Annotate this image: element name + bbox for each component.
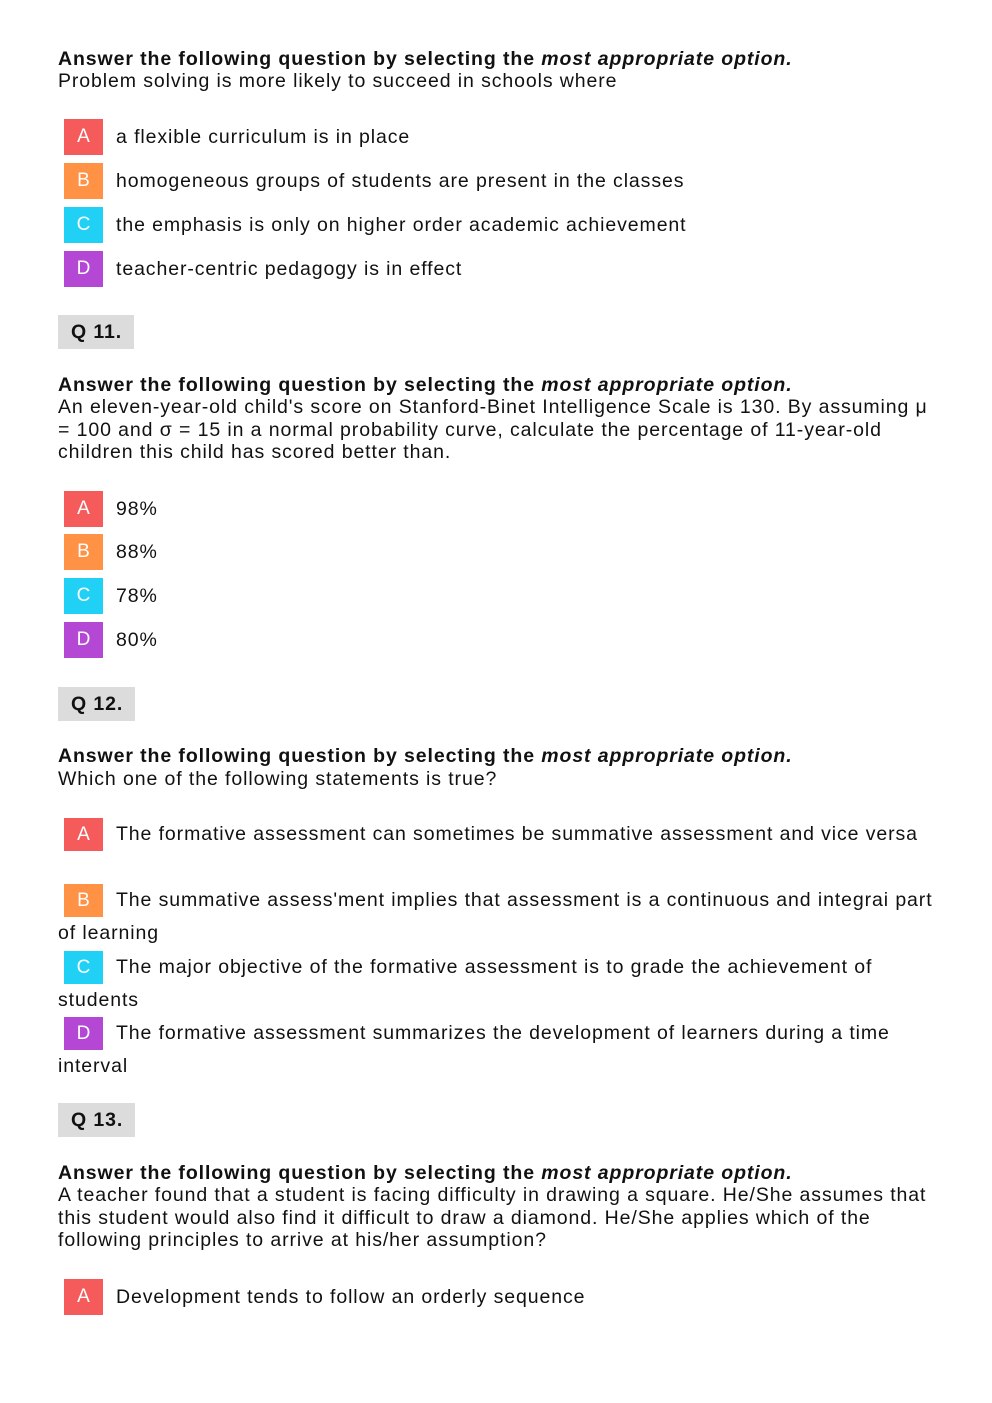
- question-text-q12: Which one of the following statements is true?: [58, 768, 498, 790]
- option-text: 98%: [116, 498, 158, 520]
- option-text: The summative assess'ment implies that assessment is a continuous and integrai part of learning: [58, 889, 933, 944]
- question-text-q13: A teacher found that a student is facing difficulty in drawing a square. He/She assumes that this student would also find it difficult to draw a diamond. He/She applies which of the following principles to arrive at his/her assumption?: [58, 1184, 927, 1251]
- option-letter-badge: D: [64, 622, 103, 658]
- option-q11-c[interactable]: [58, 578, 938, 614]
- option-text: Development tends to follow an orderly sequence: [116, 1286, 586, 1308]
- option-letter-badge: C: [64, 578, 103, 614]
- question-text-q11: An eleven-year-old child's score on Stanford-Binet Intelligence Scale is 130. By assuming μ = 100 and σ = 15 in a normal probability curve, calculate the percentage of 11-year-old children this child has scored better than.: [58, 396, 928, 463]
- option-letter-badge: A: [64, 818, 103, 851]
- option-q10-b[interactable]: [58, 163, 938, 199]
- option-text: homogeneous groups of students are present in the classes: [116, 170, 685, 192]
- option-letter-badge: A: [64, 119, 103, 155]
- instruction-q10: Answer the following question by selecting the most appropriate option.: [58, 48, 793, 70]
- option-text: The formative assessment can sometimes be summative assessment and vice versa: [116, 823, 918, 845]
- option-text: 80%: [116, 629, 158, 651]
- option-letter-badge: D: [64, 1017, 103, 1050]
- option-text: 78%: [116, 585, 158, 607]
- question-text-q10: Problem solving is more likely to succeed in schools where: [58, 70, 618, 92]
- option-q12-c[interactable]: [58, 951, 938, 1017]
- option-q12-d[interactable]: [58, 1017, 938, 1083]
- option-text: a flexible curriculum is in place: [116, 126, 411, 148]
- option-letter-badge: B: [64, 884, 103, 917]
- option-letter-badge: D: [64, 251, 103, 287]
- option-text: The formative assessment summarizes the development of learners during a time interval: [58, 1022, 890, 1077]
- option-text: 88%: [116, 541, 158, 563]
- option-letter-badge: B: [64, 163, 103, 199]
- option-q10-c[interactable]: [58, 207, 938, 243]
- option-letter-badge: C: [64, 207, 103, 243]
- option-q10-d[interactable]: [58, 251, 938, 287]
- option-letter-badge: B: [64, 534, 103, 570]
- option-text: teacher-centric pedagogy is in effect: [116, 258, 463, 280]
- option-text: the emphasis is only on higher order academic achievement: [116, 214, 687, 236]
- option-q11-b[interactable]: [58, 534, 938, 570]
- option-q11-d[interactable]: [58, 622, 938, 658]
- option-q11-a[interactable]: [58, 491, 938, 527]
- option-q12-b[interactable]: [58, 884, 938, 950]
- option-letter-badge: A: [64, 1279, 103, 1315]
- instruction-q11: Answer the following question by selecting the most appropriate option.: [58, 374, 793, 396]
- option-text: The major objective of the formative assessment is to grade the achievement of students: [58, 956, 873, 1011]
- option-q10-a[interactable]: [58, 119, 938, 155]
- question-label-q13: Q 13.: [58, 1103, 135, 1137]
- option-q13-a[interactable]: [58, 1279, 938, 1315]
- instruction-q13: Answer the following question by selecting the most appropriate option.: [58, 1162, 793, 1184]
- option-letter-badge: C: [64, 951, 103, 984]
- option-q12-a[interactable]: [58, 818, 938, 851]
- question-label-q11: Q 11.: [58, 315, 134, 349]
- option-letter-badge: A: [64, 491, 103, 527]
- instruction-q12: Answer the following question by selecting the most appropriate option.: [58, 745, 793, 767]
- question-label-q12: Q 12.: [58, 687, 135, 721]
